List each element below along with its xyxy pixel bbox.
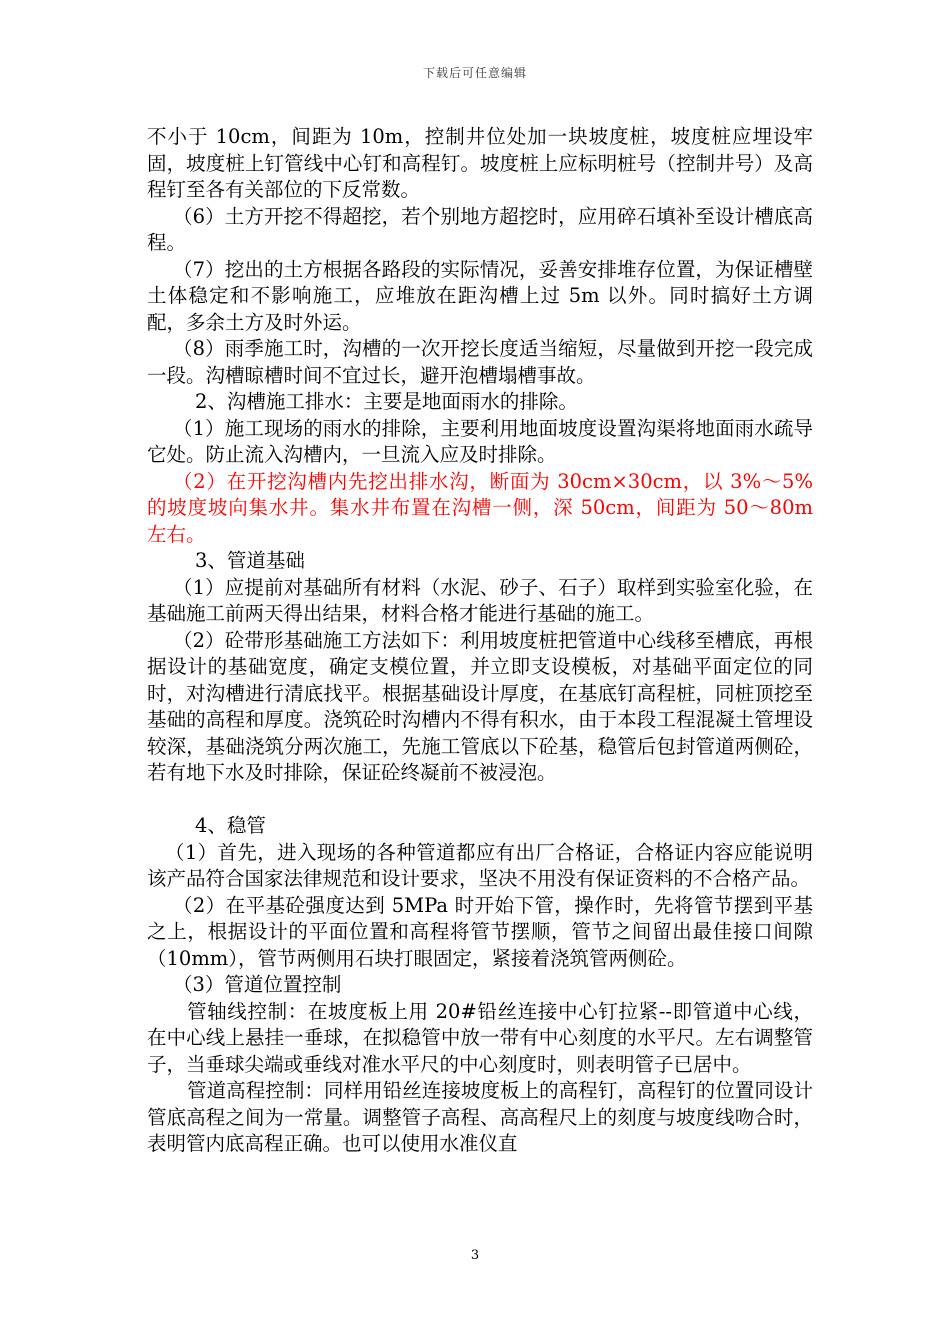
blank-line — [147, 787, 813, 814]
paragraph: （3）管道位置控制 — [173, 973, 342, 996]
page-header: 下载后可任意编辑 — [422, 66, 527, 80]
paragraph: （1）应提前对基础所有材料（水泥、砂子、石子）取样到实验室化验，在基础施工前两天得出结果，材料合格才能进行基础的施工。 — [147, 575, 813, 625]
page-number: 3 — [470, 1248, 480, 1263]
paragraph: （1）首先，进入现场的各种管道都应有出厂合格证，合格证内容应能说明该产品符合国家法律规范和设计要求，坚决不用没有保证资料的不合格产品。 — [147, 840, 813, 890]
section-heading: 2、沟槽施工排水：主要是地面雨水的排除。 — [195, 390, 578, 413]
paragraph: 管道高程控制：同样用铅丝连接坡度板上的高程钉，高程钉的位置同设计管底高程之间为一常量。调整管子高程、高高程尺上的刻度与坡度线吻合时，表明管内底高程正确。也可以使用水准仪直 — [147, 1079, 813, 1155]
paragraph: （8）雨季施工时，沟槽的一次开挖长度适当缩短，尽量做到开挖一段完成一段。沟槽晾槽时间不宜过长，避开泡槽塌槽事故。 — [147, 337, 813, 387]
section-heading: 3、管道基础 — [195, 549, 305, 572]
paragraph: （6）土方开挖不得超挖，若个别地方超挖时，应用碎石填补至设计槽底高程。 — [147, 204, 813, 254]
highlighted-paragraph: （2）在开挖沟槽内先挖出排水沟，断面为 30cm×30cm，以 3%～5%的坡度坡向集水井。集水井布置在沟槽一侧，深 50cm，间距为 50～80m 左右。 — [147, 469, 813, 546]
paragraph: （2）砼带形基础施工方法如下：利用坡度桩把管道中心线移至槽底，再根据设计的基础宽度，确定支模位置，并立即支设模板，对基础平面定位的同时，对沟槽进行清底找平。根据基础设计厚度，在基底钉高程桩，同桩顶挖至基础的高程和厚度。浇筑砼时沟槽内不得有积水，由于本段工程混凝土管埋设较深，基础浇筑分两次施工，先施工管底以下砼基，稳管后包封管道两侧砼，若有地下水及时排除，保证砼终凝前不被浸泡。 — [147, 628, 813, 784]
section-heading: 4、稳管 — [195, 814, 266, 837]
document-body — [147, 124, 813, 1158]
paragraph: （7）挖出的土方根据各路段的实际情况，妥善安排堆存位置，为保证槽壁土体稳定和不影响施工，应堆放在距沟槽上过 5m 以外。同时搞好土方调配，多余土方及时外运。 — [147, 257, 813, 334]
paragraph: 管轴线控制：在坡度板上用 20#铅丝连接中心钉拉紧--即管道中心线，在中心线上悬挂一垂球，在拟稳管中放一带有中心刻度的水平尺。左右调整管子，当垂球尖端或垂线对准水平尺的中心刻度时，则表明管子已居中。 — [147, 999, 813, 1076]
paragraph: 不小于 10cm，间距为 10m，控制井位处加一块坡度桩，坡度桩应埋设牢固，坡度桩上钉管线中心钉和高程钉。坡度桩上应标明桩号（控制井号）及高程钉至各有关部位的下反常数。 — [147, 125, 813, 201]
paragraph: （1）施工现场的雨水的排除，主要利用地面坡度设置沟渠将地面雨水疏导它处。防止流入沟槽内，一旦流入应及时排除。 — [147, 416, 813, 466]
paragraph: （2）在平基砼强度达到 5MPa 时开始下管，操作时，先将管节摆到平基之上，根据设计的平面位置和高程将管节摆顺，管节之间留出最佳接口间隙（10mm），管节两侧用石块打眼固定，紧接着浇筑管两侧砼。 — [147, 893, 813, 970]
